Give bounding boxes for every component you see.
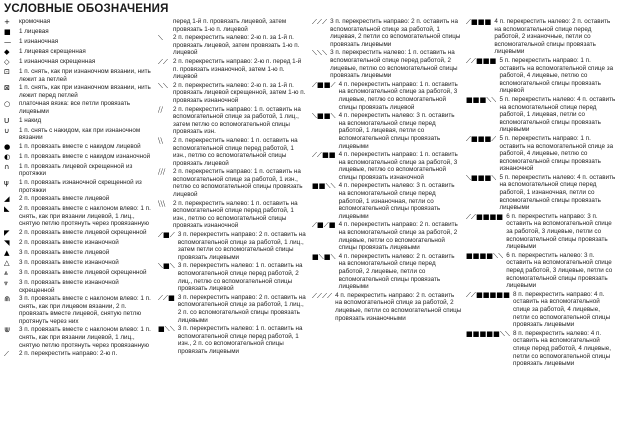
stitch-symbol-icon: ⟋⟋ — [158, 57, 169, 66]
legend-entry — [4, 117, 154, 126]
legend-entry — [466, 135, 616, 173]
stitch-symbol-icon: ◢ — [4, 195, 10, 204]
legend-column — [4, 18, 154, 432]
legend-entry — [466, 96, 616, 134]
stitch-symbol-icon: — — [4, 38, 12, 46]
legend-entry-text: 6 п. перекрестить налево: 3 п. оставить на вспомогательной спице перед работой, 3 лицевые, петли со вспомогательной спицы провязать лицевыми — [506, 251, 613, 290]
legend-entry-text: 1 п. снять, как при изнаночном вязании, нить лежит перед петлей — [19, 84, 151, 99]
legend-entry — [312, 81, 462, 111]
legend-entry-text: 4 п. перекрестить направо: 1 п. оставить на вспомогательной спице за работой, 3 лицевые, петлю со вспомогательной спицы провязать лицевой — [338, 80, 458, 111]
legend-entry — [312, 182, 462, 220]
legend-entry-text: 2 п. перекрестить направо: 2-ю п. перед 1-й п. провязать изнаночной, затем 1-ю п. лицевой — [173, 57, 302, 81]
stitch-symbol-icon: ⩓ — [4, 268, 9, 277]
legend-entry — [158, 294, 308, 324]
stitch-symbol-icon: ⟋⟋■■ — [312, 151, 336, 160]
legend-entry — [4, 84, 154, 99]
legend-entry — [4, 295, 154, 325]
legend-entry — [158, 200, 308, 230]
stitch-symbol-icon: ◤ — [4, 228, 10, 237]
legend-entry-text: 1 изнаночная скрещенная — [19, 58, 96, 65]
stitch-symbol-icon: ⋓ — [4, 326, 11, 335]
stitch-symbol-icon: ⧹⧹ — [158, 136, 163, 145]
stitch-symbol-icon: ⟋■⟋ — [158, 231, 175, 240]
stitch-symbol-icon: ψ — [4, 178, 9, 187]
legend-entry — [4, 38, 154, 47]
legend-entry-text: 1 п. провязать изнаночной скрещенной из протяжки — [19, 178, 142, 194]
legend-entry — [4, 229, 154, 238]
stitch-symbol-icon: ⟋⟋⟋ — [312, 18, 328, 26]
stitch-symbol-icon: ■ — [4, 28, 11, 36]
legend-entry-text: 4 п. перекрестить налево: 2 п. оставить на вспомогательной спице перед работой, 2 лицевые, петли со вспомогательной спицы провязать лицевыми — [338, 252, 455, 291]
legend-entry — [158, 325, 308, 355]
stitch-symbol-icon: ■⟍⟍ — [158, 325, 175, 334]
legend-entry-text: 2 п. провязать вместе с наклоном влево: 1 п. снять, как при вязании лицевой, 1 лиц., снятую петлю протянуть через провязанную — [19, 205, 151, 228]
legend-entry-text: 1 п. снять, как при изнаночном вязании, нить лежит за петлей — [19, 68, 151, 83]
legend-entry — [4, 179, 154, 194]
legend-entry — [4, 279, 154, 294]
legend-entry — [158, 106, 308, 136]
legend-entry-text: 4 п. перекрестить направо: 2 п. оставить на вспомогательной спице за работой, 2 лицевые, петли со вспомогательной спицы провязать изнаночными — [335, 291, 462, 322]
legend-entry — [4, 259, 154, 268]
legend-entry-text: 3 п. перекрестить налево: 1 п. оставить на вспомогательной спице перед работой, 2 лицевые, петлю со вспомогательной спицы провязать лицевыми — [330, 49, 458, 80]
stitch-symbol-icon: ⟍■■■⟍ — [466, 173, 497, 182]
stitch-symbol-icon: ◆ — [4, 48, 10, 56]
stitch-symbol-icon: ∩ — [4, 162, 10, 171]
legend-entry-text: платочная вязка: все петли провязать лицевыми — [19, 100, 131, 115]
legend-entry-text: 1 п. провязать вместе с накидом лицевой — [19, 142, 141, 150]
stitch-symbol-icon: ■■■⟍⟍ — [466, 95, 497, 104]
legend-entry — [312, 151, 462, 181]
legend-entry-text: 2 п. провязать вместе лицевой — [19, 195, 110, 203]
legend-entry-text: 3 п. провязать вместе лицевой — [19, 248, 110, 256]
legend-entry — [158, 58, 308, 81]
legend-entry-text: 8 п. перекрестить направо: 4 п. оставить на вспомогательной спице за работой, 4 лицевые, петли со вспомогательной спицы провязать лицевыми — [513, 290, 611, 329]
legend-entry — [312, 18, 462, 48]
legend-entry-text: 2 п. провязать вместе изнаночной — [19, 238, 119, 246]
legend-entry — [4, 205, 154, 228]
stitch-symbol-icon: ○ — [4, 100, 11, 109]
legend-column — [312, 18, 462, 432]
legend-entry — [312, 49, 462, 79]
stitch-symbol-icon: ⟋⟋■ — [158, 293, 175, 302]
legend-entry-text: 2 п. перекрестить направо: 1 п. оставить на вспомогательной спице за работой, 1 лиц., затем петлю со вспомогательной спицы провязать изн. — [173, 105, 301, 136]
legend-entry-text: 2 п. провязать вместе лицевой скрещенной — [19, 228, 147, 236]
stitch-symbol-icon: ⧸⧸⧸ — [158, 168, 166, 177]
legend-entry-text: 1 изнаночная — [19, 38, 59, 45]
legend-column — [466, 18, 616, 432]
legend-entry — [466, 291, 616, 329]
legend-entry — [312, 292, 462, 322]
stitch-symbol-icon: ⋒ — [4, 295, 11, 304]
legend-entry — [158, 262, 308, 292]
legend-entry-text: 3 п. перекрестить направо: 2 п. оставить на вспомогательной спице за работой, 1 лиц., 2 п. со вспомогательной спицы провязать лицевыми — [177, 293, 306, 324]
stitch-symbol-icon: + — [4, 18, 11, 26]
legend-entry-text: 3 п. провязать вместе с наклоном влево: 1 п. снять, как при вязании лицевой, 1 лиц., снятую петлю протянуть через провязанную — [19, 326, 151, 349]
stitch-symbol-icon: ⟋⟋⟋⟋ — [312, 291, 333, 300]
legend-entry-text: 1 лицевая скрещенная — [19, 48, 86, 55]
legend-entry-text: 4 п. перекрестить налево: 2 п. оставить на вспомогательной спице перед работой, 2 изнаночные, петли со вспомогательной спицы провязать лицевыми — [494, 18, 611, 56]
legend-entry — [466, 213, 616, 251]
stitch-symbol-icon: ⊠ — [4, 84, 11, 93]
legend-entry-text: 5 п. перекрестить налево: 4 п. оставить на вспомогательной спице перед работой, 1 изнаночная, петли со вспомогательной спицы провязать лицевыми — [499, 173, 616, 212]
legend-entry-text: 2 п. перекрестить налево: 2-ю п. за 1-й п. провязать лицевой, затем провязать 1-ю п. лицевой — [173, 34, 300, 57]
stitch-symbol-icon: ⟍■■⟍ — [312, 112, 336, 121]
page-title: УСЛОВНЫЕ ОБОЗНАЧЕНИЯ — [4, 3, 169, 15]
legend-entry-text: 1 п. провязать вместе с накидом изнаночной — [19, 152, 151, 160]
legend-entry-text: 2 п. перекрестить налево: 1 п. оставить на вспомогательной спице перед работой, 1 изн., петлю со вспомогательной спицы провязать лицевой — [173, 136, 298, 167]
stitch-symbol-icon: ⊡ — [4, 68, 11, 76]
legend-entry — [466, 330, 616, 368]
stitch-symbol-icon: ⟋■■■⟋ — [466, 134, 497, 143]
legend-entry-text: 2 п. перекрестить налево: 2-ю п. за 1-й п. провязать лицевой скрещенной, затем 1-ю п. провязать изнаночной — [173, 81, 306, 104]
stitch-symbol-icon: ⧹⧹⧹ — [158, 199, 166, 208]
stitch-symbol-icon: ■⟍■⟍ — [312, 252, 336, 261]
legend-entry-text: 4 п. перекрестить налево: 3 п. оставить на вспомогательной спице перед работой, 1 изнаночная, петли со вспомогательной спицы провязать лицевыми — [338, 182, 455, 220]
legend-entry-text: 5 п. перекрестить налево: 4 п. оставить на вспомогательной спице перед работой, 1 лицевая, петли со вспомогательной спицы провязать лицевыми — [499, 95, 616, 134]
legend-columns — [4, 18, 616, 432]
stitch-symbol-icon: ■■⟍⟍ — [312, 182, 336, 191]
stitch-symbol-icon: ◥ — [4, 238, 10, 247]
stitch-symbol-icon: ⟋⟋■■■■ — [466, 212, 504, 221]
legend-entry — [158, 231, 308, 261]
stitch-symbol-icon: U — [4, 116, 10, 125]
legend-entry — [4, 58, 154, 67]
stitch-symbol-icon: ■■■■■⟍⟍ — [466, 329, 511, 338]
legend-entry — [158, 168, 308, 198]
stitch-symbol-icon: ⟍⟍⟍ — [312, 49, 328, 58]
legend-entry — [4, 100, 154, 115]
stitch-symbol-icon: ◣ — [4, 205, 10, 214]
legend-entry — [466, 174, 616, 212]
legend-entry — [466, 18, 616, 56]
legend-entry-text: 3 п. провязать вместе изнаночной — [19, 258, 119, 266]
legend-entry — [4, 68, 154, 83]
legend-entry-text: 4 п. перекрестить направо: 2 п. оставить на вспомогательной спице за работой, 2 лицевые, петли со вспомогательной спицы провязать лицевыми — [338, 221, 458, 252]
legend-entry-text: 1 п. снять с накидом, как при изнаночном вязании — [19, 126, 141, 142]
legend-entry — [4, 163, 154, 178]
legend-entry — [466, 57, 616, 95]
stitch-symbol-icon: ⟋⟋■■■ — [466, 56, 497, 65]
stitch-symbol-icon: ⟋ — [4, 350, 10, 359]
legend-entry-text: 2 п. перекрестить направо: 1 п. оставить на вспомогательной спице за работой, 1 изн., петлю со вспомогательной спицы провязать лицевой — [173, 168, 303, 199]
legend-entry-text: перед 1-й п. провязать лицевой, затем провязать 1-ю п. лицевой — [173, 18, 287, 33]
stitch-symbol-icon: ■■■■⟍⟍ — [466, 251, 504, 260]
stitch-symbol-icon — [158, 18, 170, 27]
legend-entry — [4, 249, 154, 258]
legend-entry-text: 1 п. провязать лицевой скрещенной из протяжки — [19, 162, 133, 178]
stitch-symbol-icon: ⟋⟋■■■■■ — [466, 290, 511, 299]
legend-entry — [312, 221, 462, 251]
legend-entry-text: 3 п. перекрестить налево: 1 п. оставить на вспомогательной спице перед работой, 2 лиц., петлю со вспомогательной спицы провязать лицевой — [177, 262, 303, 293]
legend-entry — [4, 239, 154, 248]
legend-entry — [4, 350, 154, 359]
legend-entry-text: 4 п. перекрестить направо: 1 п. оставить на вспомогательной спице за работой, 3 лицевые, петлю со вспомогательной спицы провязать изнаночной — [338, 151, 458, 181]
stitch-symbol-icon: ⟍■⟍ — [158, 262, 175, 271]
legend-entry-text: 3 п. перекрестить налево: 1 п. оставить на вспомогательной спице перед работой, 1 изн., 2 п. со вспомогательной спицы провязать лицевыми — [177, 325, 303, 355]
stitch-symbol-icon: ◇ — [4, 58, 10, 66]
legend-entry-text: 5 п. перекрестить направо: 1 п. оставить на вспомогательной спице за работой, 4 лицевые, петлю со вспомогательной спицы провязать лицевой — [499, 56, 614, 95]
legend-entry — [312, 112, 462, 150]
legend-entry-text: кромочная — [19, 18, 51, 25]
legend-entry — [4, 195, 154, 204]
legend-entry-text: 6 п. перекрестить направо: 3 п. оставить на вспомогательной спице за работой, 3 лицевые, петли со вспомогательной спицы провязать лицевыми — [506, 212, 612, 251]
stitch-symbol-icon: ⩔ — [4, 278, 9, 287]
legend-entry-text: 3 п. провязать вместе с наклоном влево: 1 п. снять, как при лицевом вязании, 2 п. провязать вместе лицевой, снятую петлю протянуть через них — [19, 295, 151, 325]
legend-entry — [158, 34, 308, 57]
legend-entry-text: 5 п. перекрестить направо: 1 п. оставить на вспомогательной спице за работой, 4 лицевые, петлю со вспомогательной спицы провязать изнаночной — [499, 134, 614, 173]
legend-entry-text: 3 п. провязать вместе изнаночной скрещенной — [19, 278, 119, 294]
legend-entry-text: 4 п. перекрестить налево: 3 п. оставить на вспомогательной спице перед работой, 1 лицевая, петли со вспомогательной спицы провязать лицевыми — [338, 112, 455, 150]
legend-column — [158, 18, 308, 432]
stitch-symbol-icon: ◐ — [4, 152, 11, 161]
stitch-symbol-icon: ● — [4, 142, 11, 151]
stitch-symbol-icon: ⟍ — [158, 34, 164, 43]
legend-entry — [4, 48, 154, 57]
legend-entry-text: 3 п. перекрестить направо: 2 п. оставить на вспомогательной спице за работой, 1 лиц., затем петли со вспомогательной спицы провязать лицевыми — [177, 231, 306, 261]
stitch-symbol-icon: ∪ — [4, 126, 10, 135]
legend-entry — [158, 82, 308, 105]
stitch-symbol-icon: △ — [4, 258, 10, 267]
legend-entry-text: 2 п. перекрестить направо: 2-ю п. — [19, 350, 118, 358]
stitch-symbol-icon: ⟋■⟋■ — [312, 221, 336, 230]
legend-entry — [4, 18, 154, 27]
legend-entry — [4, 326, 154, 349]
legend-entry — [4, 143, 154, 152]
stitch-symbol-icon: ▲ — [4, 248, 10, 257]
legend-entry — [312, 253, 462, 291]
legend-entry — [4, 28, 154, 37]
legend-entry-text: 3 п. перекрестить направо: 2 п. оставить на вспомогательной спице за работой, 1 лицевая, 2 петли со вспомогательной спицы провязать лицевыми — [330, 18, 461, 48]
legend-entry-text: 1 накид — [19, 116, 42, 124]
legend-entry-text: 1 лицевая — [19, 28, 49, 35]
legend-entry — [466, 252, 616, 290]
stitch-symbol-icon: ⟋■■■ — [466, 18, 492, 26]
legend-entry — [158, 137, 308, 167]
legend-entry-text: 3 п. провязать вместе лицевой скрещенной — [19, 268, 147, 276]
legend-entry — [158, 18, 308, 33]
legend-entry — [4, 127, 154, 142]
stitch-symbol-icon: ⧸⧸ — [158, 105, 163, 114]
stitch-symbol-icon: ⟍⟍ — [158, 81, 169, 90]
stitch-symbol-icon: ⟋■■⟋ — [312, 80, 336, 89]
legend-entry — [4, 269, 154, 278]
legend-entry-text: 8 п. перекрестить налево: 4 п. оставить на вспомогательной спице перед работой, 4 лицевые, петли со вспомогательной спицы провязать лицевыми — [513, 329, 612, 368]
legend-entry — [4, 153, 154, 162]
legend-entry-text: 2 п. перекрестить налево: 1 п. оставить на вспомогательной спице перед работой, 1 изн., петлю со вспомогательной спицы провязать изнаночной — [173, 199, 298, 230]
